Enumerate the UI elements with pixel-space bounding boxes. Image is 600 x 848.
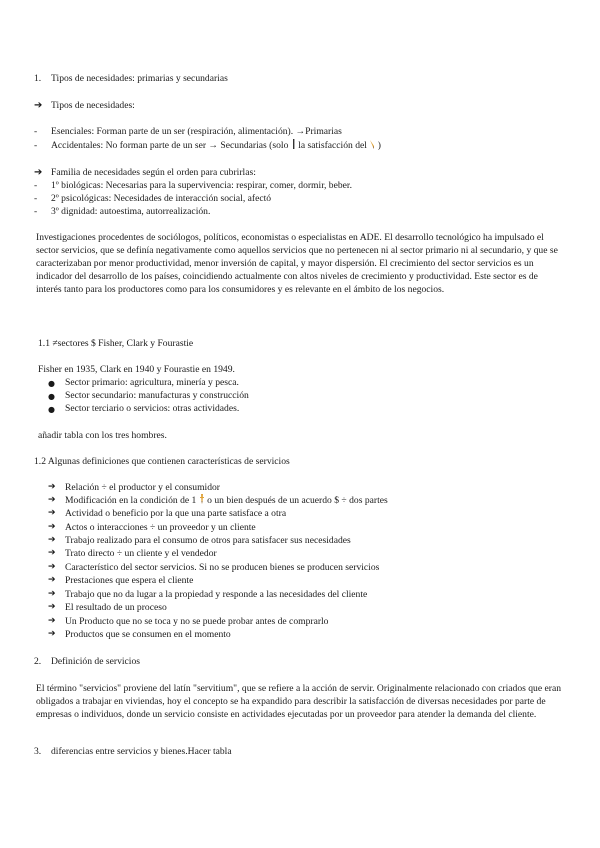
arrow-bullet: ➔ — [48, 535, 56, 545]
arrow-bullet: ➔ — [34, 167, 43, 178]
definition-item: El resultado de un proceso — [65, 602, 167, 613]
esenciales-line: Esenciales: Forman parte de un ser (respiración, alimentación). →Primarias — [51, 126, 342, 137]
familia-item: 3º dignidad: autoestima, autorrealización. — [51, 206, 211, 217]
definition-item-modificacion — [65, 494, 388, 507]
sector-item: Sector primario: agricultura, minería y pesca. — [65, 377, 239, 388]
section-1-1-title: 1.1 ≠sectores $ Fisher, Clark y Fourastie — [38, 338, 194, 349]
definition-item: Característico del sector servicios. Si no se producen bienes se producen servicios — [65, 562, 380, 573]
bullet-dot: ● — [48, 405, 55, 414]
section-3-number: 3. — [34, 746, 42, 757]
bullet-dot: ● — [48, 379, 55, 388]
arrow-bullet: ➔ — [48, 508, 56, 518]
arrow-bullet: ➔ — [48, 482, 56, 492]
pencil-icon — [199, 494, 205, 504]
familia-item: 1º biológicas: Necesarias para la supervivencia: respirar, comer, dormir, beber. — [51, 180, 352, 191]
familia-item: 2º psicológicas: Necesidades de interacción social, afectó — [51, 193, 272, 204]
definition-item: Un Producto que no se toca y no se puede probar antes de comprarlo — [65, 616, 329, 627]
definition-item: Prestaciones que espera el cliente — [65, 575, 194, 586]
section-2-title: Definición de servicios — [51, 656, 140, 667]
definition-item: Productos que se consumen en el momento — [65, 629, 231, 640]
accidentales-text-b: la satisfacción del — [298, 140, 367, 151]
accidentales-line — [51, 139, 381, 152]
arrow-bullet: ➔ — [48, 575, 56, 585]
dash-bullet: - — [34, 140, 38, 151]
types-subtitle: Tipos de necesidades: — [51, 100, 135, 111]
definition-item: Trabajo realizado para el consumo de otros para satisfacer sus necesidades — [65, 535, 351, 546]
section-1-number: 1. — [34, 73, 42, 84]
definition-item: Trato directo ÷ un cliente y el vendedor — [65, 548, 217, 559]
definition-item: Actividad o beneficio por la que una parte satisface a otra — [65, 508, 287, 519]
section-3-title: diferencias entre servicios y bienes.Hacer tabla — [51, 746, 232, 757]
modificacion-text-a: Modificación en la condición de 1 — [65, 495, 197, 506]
definition-item: Relación ÷ el productor y el consumidor — [65, 482, 220, 493]
accidentales-text-a: Accidentales: No forman parte de un ser → Secundarias (solo — [51, 140, 289, 151]
section-1-2-title: 1.2 Algunas definiciones que contienen características de servicios — [34, 456, 290, 467]
dash-bullet: - — [34, 193, 38, 204]
dash-bullet: - — [34, 126, 38, 137]
arrow-bullet: ➔ — [48, 548, 56, 558]
familia-title: Familia de necesidades según el orden para cubrirlas: — [51, 167, 256, 178]
dash-bullet: - — [34, 180, 38, 191]
arrow-bullet: ➔ — [34, 100, 43, 111]
accidentales-text-c: ) — [377, 140, 381, 151]
table-note: añadir tabla con los tres hombres. — [38, 430, 167, 441]
section-2-number: 2. — [34, 656, 42, 667]
section-2-paragraph: El término "servicios" proviene del latín "servitium", que se refiere a la acción de servir. Originalmente relacionado con criados que eran obligados a trabajar en viviendas, hoy el concepto se ha expandido para describir la satisfacción de diversas necesidades por parte de empresas o individuos, donde un servicio consiste en actividades ejecutadas por un proveedor para atender la demanda del cliente. — [36, 683, 561, 720]
pencil-icon — [369, 139, 375, 149]
sector-item: Sector terciario o servicios: otras actividades. — [65, 403, 240, 414]
arrow-bullet: ➔ — [48, 495, 56, 505]
arrow-bullet: ➔ — [48, 589, 56, 599]
modificacion-text-b: o un bien después de un acuerdo $ ÷ dos partes — [207, 495, 388, 506]
pointing-hand-icon — [291, 139, 296, 149]
arrow-bullet: ➔ — [48, 522, 56, 532]
arrow-bullet: ➔ — [48, 616, 56, 626]
section-1-title: Tipos de necesidades: primarias y secundarias — [51, 73, 228, 84]
definition-item: Actos o interacciones ÷ un proveedor y un cliente — [65, 522, 256, 533]
section-1-paragraph: Investigaciones procedentes de sociólogos, políticos, economistas o especialistas en ADE. El desarrollo tecnológico ha impulsado el sector servicios, que se definía negativamente como aquellos servicios que no pertenecen ni al sector primario ni al secundario, y que se caracterizaban por menor productividad, menor inversión de capital, y mayor dispersión. El crecimiento del sector servicios es un indicador del desarrollo de los países, coincidiendo actualmente con altos niveles de crecimiento y productividad. Este sector es de interés tanto para los productores como para los consumidores y es relevante en el ámbito de los negocios. — [36, 232, 558, 295]
dash-bullet: - — [34, 206, 38, 217]
sectors-intro: Fisher en 1935, Clark en 1940 y Fourastie en 1949. — [38, 364, 235, 375]
arrow-bullet: ➔ — [48, 629, 56, 639]
bullet-dot: ● — [48, 392, 55, 401]
arrow-bullet: ➔ — [48, 562, 56, 572]
arrow-bullet: ➔ — [48, 602, 56, 612]
definition-item: Trabajo que no da lugar a la propiedad y responde a las necesidades del cliente — [65, 589, 368, 600]
sector-item: Sector secundario: manufacturas y construcción — [65, 390, 249, 401]
